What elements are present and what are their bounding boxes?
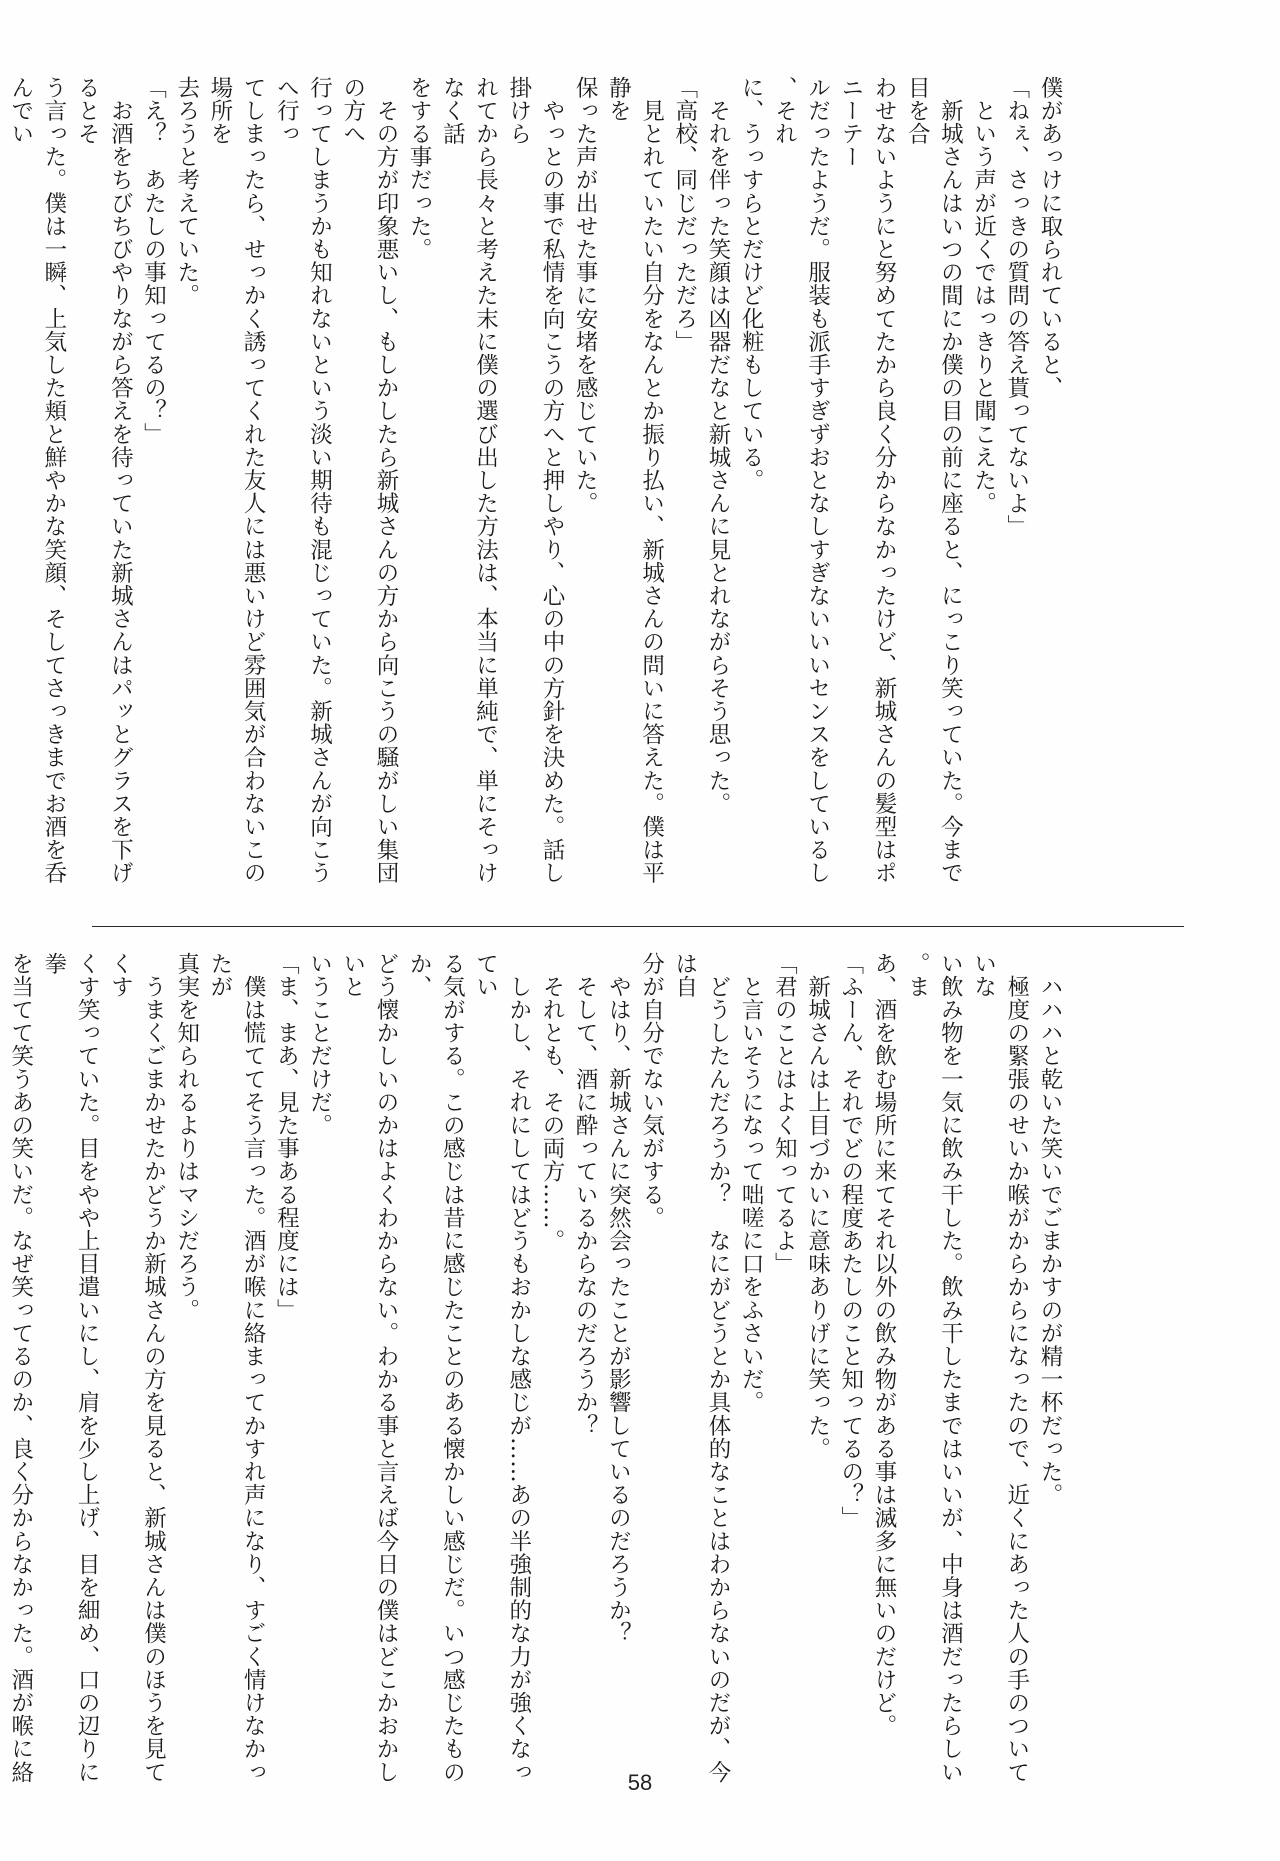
- text-line: てしまったら、せっかく誘ってくれた友人には悪いけど雰囲気が合わないこの場所を: [206, 76, 267, 885]
- text-line: ハハハと乾いた笑いでごまかすのが精一杯だった。: [1037, 952, 1063, 1507]
- text-line: 「君のことはよく知ってるよ」: [771, 952, 798, 1276]
- text-line: る気がする。この感じは昔に感じたことのある懐かしい感じだ。いつ感じたものか、: [406, 952, 466, 1784]
- text-line: やっとの事で私情を向こうの方へと押しやり、心の中の方針を決めた。話し掛けら: [505, 76, 565, 885]
- page-number: 58: [627, 1770, 653, 1795]
- text-line: 「え？ あたしの事知ってるの？」: [140, 76, 167, 446]
- text-line: う言った。僕は一瞬、上気した頬と鮮やかな笑顔、そしてさっきまでお酒を呑んでい: [7, 76, 67, 885]
- text-line: そして、酒に酔っているからなのだろうか？: [572, 952, 599, 1438]
- text-line: どうしたんだろうか？ なにがどうとか具体的なことはわからないのだが、今は自: [671, 952, 731, 1784]
- text-line: わせないようにと努めてたから良く分からなかったけど、新城さんの髪型はポニーテー: [837, 76, 897, 885]
- text-line: い飲み物を一気に飲み干した。飲み干したまではいいが、中身は酒だったらしい。ま: [904, 952, 964, 1784]
- text-line: どう懐かしいのかはよくわからない。わかる事と言えば今日の僕はどこかおかしいと: [339, 952, 399, 1784]
- text-line: お酒をちびちびやりながら答えを待っていた新城さんはパッとグラスを下げるとそ: [74, 76, 134, 885]
- text-line: を当てて笑うあの笑いだ。なぜ笑ってるのか、良く分からなかった。酒が喉に絡: [7, 952, 34, 1784]
- text-line: それを伴った笑顔は凶器だなと新城さんに見とれながらそう思った。: [704, 76, 731, 816]
- text-line: をする事だった。: [406, 76, 433, 261]
- text-line: うまくごまかせたかどうか新城さんの方を見ると、新城さんは僕のほうを見てくす: [107, 952, 167, 1784]
- text-line: ルだったようだ。服装も派手すぎずおとなしすぎないいいセンスをしているし、それ: [771, 76, 831, 885]
- text-line: 保った声が出せた事に安堵を感じていた。: [572, 76, 599, 515]
- text-line: 「ねぇ、さっきの質問の答え貰ってないよ」: [1003, 76, 1030, 538]
- text-line: れてから長々と考えた末に僕の選び出した方法は、本当に単純で、単にそっけなく話: [439, 76, 499, 885]
- text-line: あ、酒を飲む場所に来てそれ以外の飲み物がある事は滅多に無いのだけど。: [870, 952, 897, 1738]
- text-line: 新城さんは上目づかいに意味ありげに笑った。: [804, 952, 831, 1461]
- text-line: と言いそうになって咄嗟に口をふさいだ。: [738, 952, 765, 1414]
- text-line: その方が印象悪いし、もしかしたら新城さんの方から向こうの騒がしい集団の方へ: [339, 76, 399, 885]
- text-line: 「高校、同じだっただろ」: [671, 76, 698, 354]
- text-line: やはり、新城さんに突然会ったことが影響しているのだろうか？: [605, 952, 632, 1645]
- top-text-block: [0, 76, 1066, 904]
- text-line: 「ふーん、それでどの程度あたしのこと知ってるの？」: [837, 952, 864, 1530]
- text-line: いうことだけだ。: [306, 952, 333, 1137]
- text-line: 見とれていたい自分をなんとか振り払い、新城さんの問いに答えた。僕は平静を: [605, 76, 665, 885]
- text-line: に、うっすらとだけど化粧もしている。: [738, 76, 765, 492]
- text-line: 真実を知られるよりはマシだろう。: [173, 952, 200, 1322]
- text-line: 分が自分でない気がする。: [638, 952, 665, 1230]
- text-line: 去ろうと考えていた。: [173, 76, 200, 307]
- text-line: 極度の緊張のせいか喉がからからになったので、近くにあった人の手のついていな: [970, 952, 1030, 1784]
- text-line: 僕は慌ててそう言った。酒が喉に絡まってかすれ声になり、すごく情けなかったが: [206, 952, 267, 1784]
- text-line: 「ま、まあ、見た事ある程度には」: [273, 952, 300, 1322]
- text-line: 新城さんはいつの間にか僕の目の前に座ると、にっこり笑っていた。今まで目を合: [904, 76, 964, 885]
- text-line: それとも、その両方……。: [538, 952, 565, 1253]
- text-line: くす笑っていた。目をやや上目遣いにし、肩を少し上げ、目を細め、口の辺りに拳: [40, 952, 101, 1784]
- text-line: 僕があっけに取られていると、: [1037, 76, 1063, 400]
- section-divider: [92, 926, 1184, 927]
- text-line: という声が近くではっきりと聞こえた。: [970, 76, 997, 515]
- text-line: [0, 76, 4, 904]
- text-line: 行ってしまうかも知れないという淡い期待も混じっていた。新城さんが向こうへ行っ: [273, 76, 333, 885]
- text-line: しかし、それにしてはどうもおかしな感じが……あの半強制的な力が強くなってい: [472, 952, 532, 1784]
- bottom-text-block: [0, 952, 1066, 1792]
